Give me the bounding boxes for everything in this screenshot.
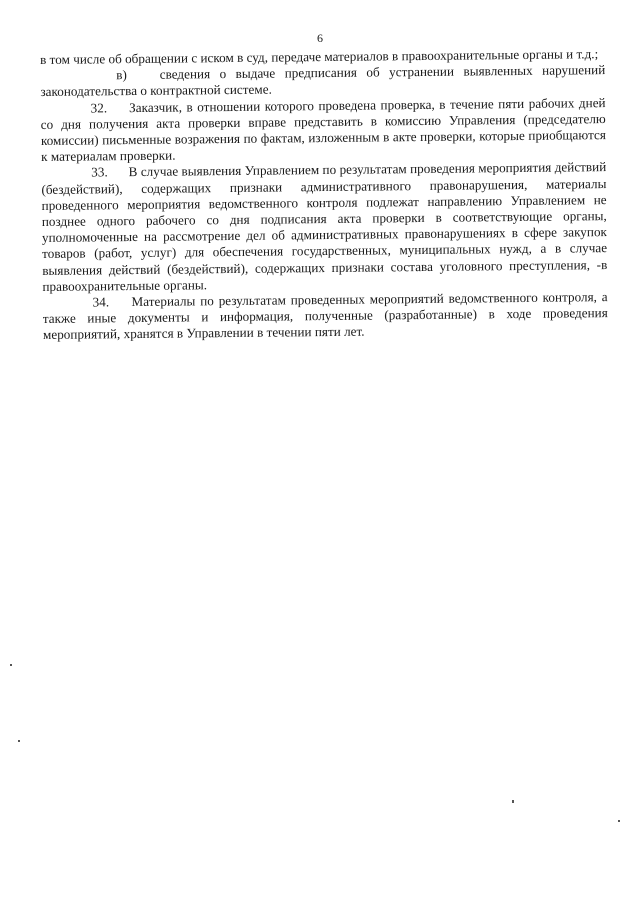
paragraph-text: сведения о выдаче предписания об устранении выявленных нарушений законодательства о контрактной системе. xyxy=(40,62,606,100)
scan-speck xyxy=(512,800,514,803)
paragraph-text: Заказчик, в отношении которого проведена проверка, в течение пяти рабочих дней со дня получения акта проверки вправе представить в комиссию Управления (председателю комиссии) письменные возражения по фактам, изложенным в акте проверки, которые приобщаются к материалам проверки. xyxy=(40,94,606,165)
paragraph-text: В случае выявления Управлением по результатам проведения мероприятия действий (бездействий), содержащих признаки административного правонарушения, материалы проведенного мероприятия ведомственного контроля подлежат направлению Управлением не позднее одного рабочего со дня подписания акта проверки в соответствующие органы, уполномоченные на рассмотрение дел об административных правонарушениях в сфере закупок товаров (работ, услуг) для обеспечения государственных, муниципальных нужд, а в случае выявления действий (бездействий), содержащих признаки состава уголовного преступления, -в правоохранительные органы. xyxy=(41,159,608,294)
paragraph-text: в том числе об обращении с иском в суд, передаче материалов в правоохранительные органы и т.д.; xyxy=(40,46,599,67)
item-number: 34. xyxy=(92,294,110,310)
paragraph-text: Материалы по результатам проведенных мероприятий ведомственного контроля, а также иные документы и информация, полученные (разработанные) в ходе проведения мероприятий, хранятся в Управлении в течении пяти лет. xyxy=(42,289,608,343)
paragraph-item-33 xyxy=(41,159,607,295)
scan-speck xyxy=(618,820,620,822)
item-number: 33. xyxy=(91,164,108,180)
page-number: 6 xyxy=(317,31,323,45)
scan-speck xyxy=(18,740,20,742)
item-number: 32. xyxy=(90,99,108,116)
paragraph-item-34 xyxy=(43,289,608,344)
paragraph-item-32 xyxy=(41,95,607,166)
item-number: в) xyxy=(116,67,127,83)
document-body xyxy=(40,46,608,344)
scan-speck xyxy=(10,664,12,666)
